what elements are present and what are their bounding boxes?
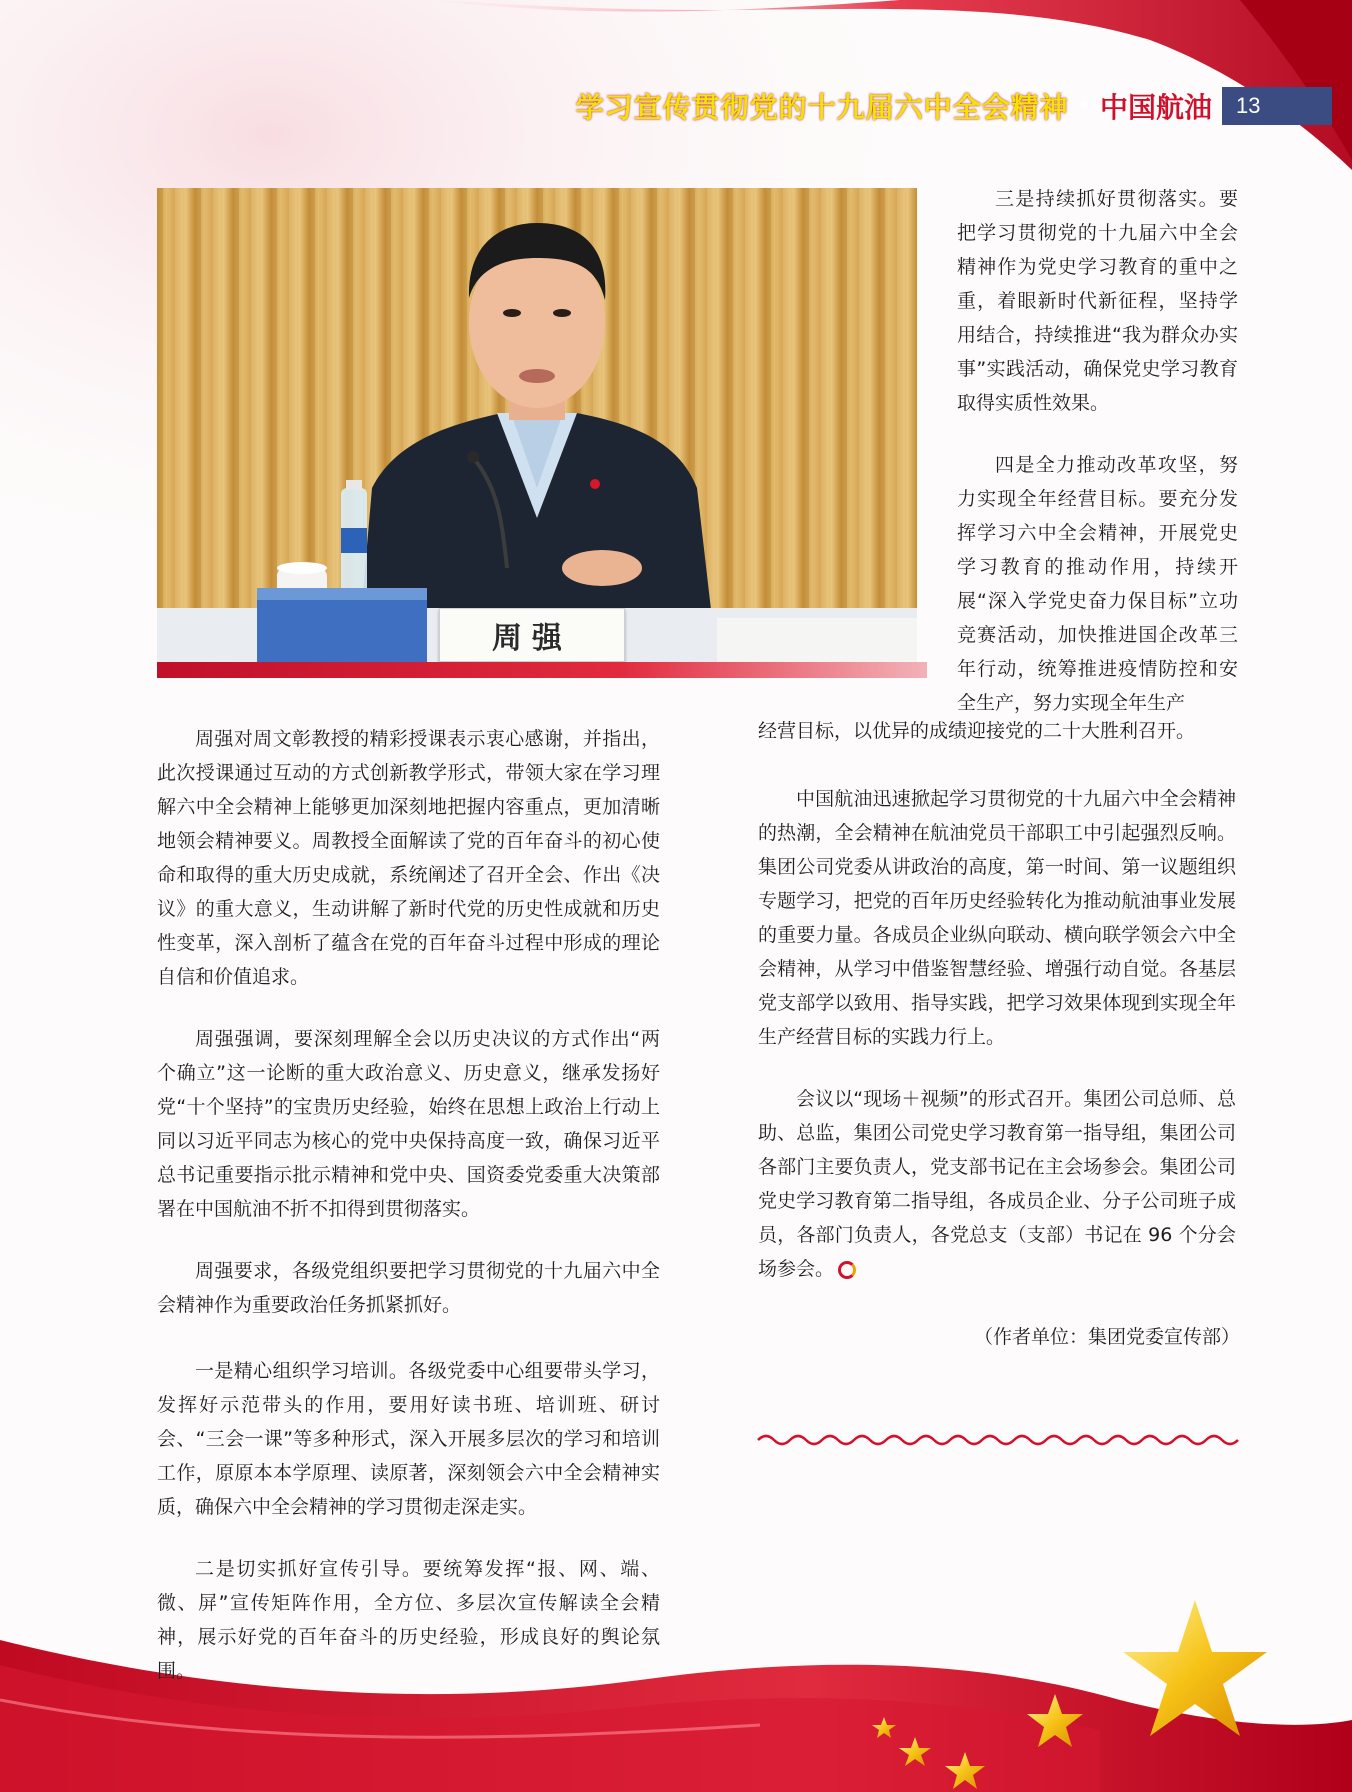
nameplate: 周强 — [439, 608, 625, 662]
header-title: 学习宣传贯彻党的十九届六中全会精神 — [575, 91, 1069, 124]
author-affiliation: （作者单位：集团党委宣传部） — [973, 1326, 1240, 1348]
paragraph-point-four-continued: 经营目标，以优异的成绩迎接党的二十大胜利召开。 — [758, 720, 1196, 742]
photo-underline — [157, 662, 927, 678]
header-separator: • — [1076, 91, 1092, 121]
paragraph-cnaf-response: 中国航油迅速掀起学习贯彻党的十九届六中全会精神的热潮，全会精神在航油党员干部职工中引起强烈反响。集团公司党委从讲政治的高度，第一时间、第一议题组织专题学习，把党的百年历史经验转化为推动航油事业发展的重要力量。各成员企业纵向联动、横向联学领会六中全会精神，从学习中借鉴智慧经验、增强行动自觉。各基层党支部学以致用、指导实践，把学习效果体现到实现全年生产经营目标的实践力行上。 — [758, 788, 1236, 1048]
paragraph-point-four: 四是全力推动改革攻坚，努力实现全年经营目标。要充分发挥学习六中全会精神，开展党史学习教育的推动作用，持续开展“深入学党史奋力保目标”立功竞赛活动，加快推进国企改革三年行动，统筹推进疫情防控和安全生产，努力实现全年生产 — [957, 454, 1238, 714]
paragraph-point-two: 二是切实抓好宣传引导。要统筹发挥“报、网、端、微、屏”宣传矩阵作用，全方位、多层次宣传解读全会精神，展示好党的百年奋斗的历史经验，形成良好的舆论氛围。 — [157, 1558, 660, 1682]
paragraph-point-one: 一是精心组织学习培训。各级党委中心组要带头学习，发挥好示范带头的作用，要用好读书班、培训班、研讨会、“三会一课”等多种形式，深入开展多层次的学习和培训工作，原原本本学原理、读原著，深刻领会六中全会精神实质，确保六中全会精神的学习贯彻走深走实。 — [157, 1360, 660, 1518]
paragraph-meeting-format — [758, 1082, 1236, 1286]
speaker-photo — [157, 188, 917, 662]
paragraph-point-three: 三是持续抓好贯彻落实。要把学习贯彻党的十九届六中全会精神作为党史学习教育的重中之重，着眼新时代新征程，坚持学用结合，持续推进“我为群众办实事”实践活动，确保党史学习教育取得实质性效果。 — [957, 188, 1238, 414]
header-brand: 中国航油 — [1099, 91, 1212, 124]
paragraph-requirement: 周强要求，各级党组织要把学习贯彻党的十九届六中全会精神作为重要政治任务抓紧抓好。 — [157, 1260, 660, 1316]
paragraph-emphasis: 周强强调，要深刻理解全会以历史决议的方式作出“两个确立”这一论断的重大政治意义、历史意义，继承发扬好党“十个坚持”的宝贵历史经验，始终在思想上政治上行动上同以习近平同志为核心的党中央保持高度一致，确保习近平总书记重要指示批示精神和党中央、国资委党委重大决策部署在中国航油不折不扣得到贯彻落实。 — [157, 1028, 660, 1220]
wavy-divider — [758, 1436, 1238, 1444]
page-number: 13 — [1222, 87, 1332, 125]
page-header — [576, 88, 1332, 124]
end-mark-icon — [838, 1261, 856, 1279]
paragraph-thanks: 周强对周文彰教授的精彩授课表示衷心感谢，并指出，此次授课通过互动的方式创新教学形式，带领大家在学习理解六中全会精神上能够更加深刻地把握内容重点，更加清晰地领会精神要义。周教授全面解读了党的百年奋斗的初心使命和取得的重大历史成就，系统阐述了召开全会、作出《决议》的重大意义，生动讲解了新时代党的历史性成就和历史性变革，深入剖析了蕴含在党的百年奋斗过程中形成的理论自信和价值追求。 — [157, 728, 660, 988]
meeting-format-text: 会议以“现场＋视频”的形式召开。集团公司总师、总助、总监，集团公司党史学习教育第一指导组，集团公司各部门主要负责人，党支部书记在主会场参会。集团公司党史学习教育第二指导组，各成员企业、分子公司班子成员，各部门负责人，各党总支（支部）书记在 96 个分会场参会。 — [758, 1088, 1236, 1280]
photo-illustration — [157, 188, 917, 662]
